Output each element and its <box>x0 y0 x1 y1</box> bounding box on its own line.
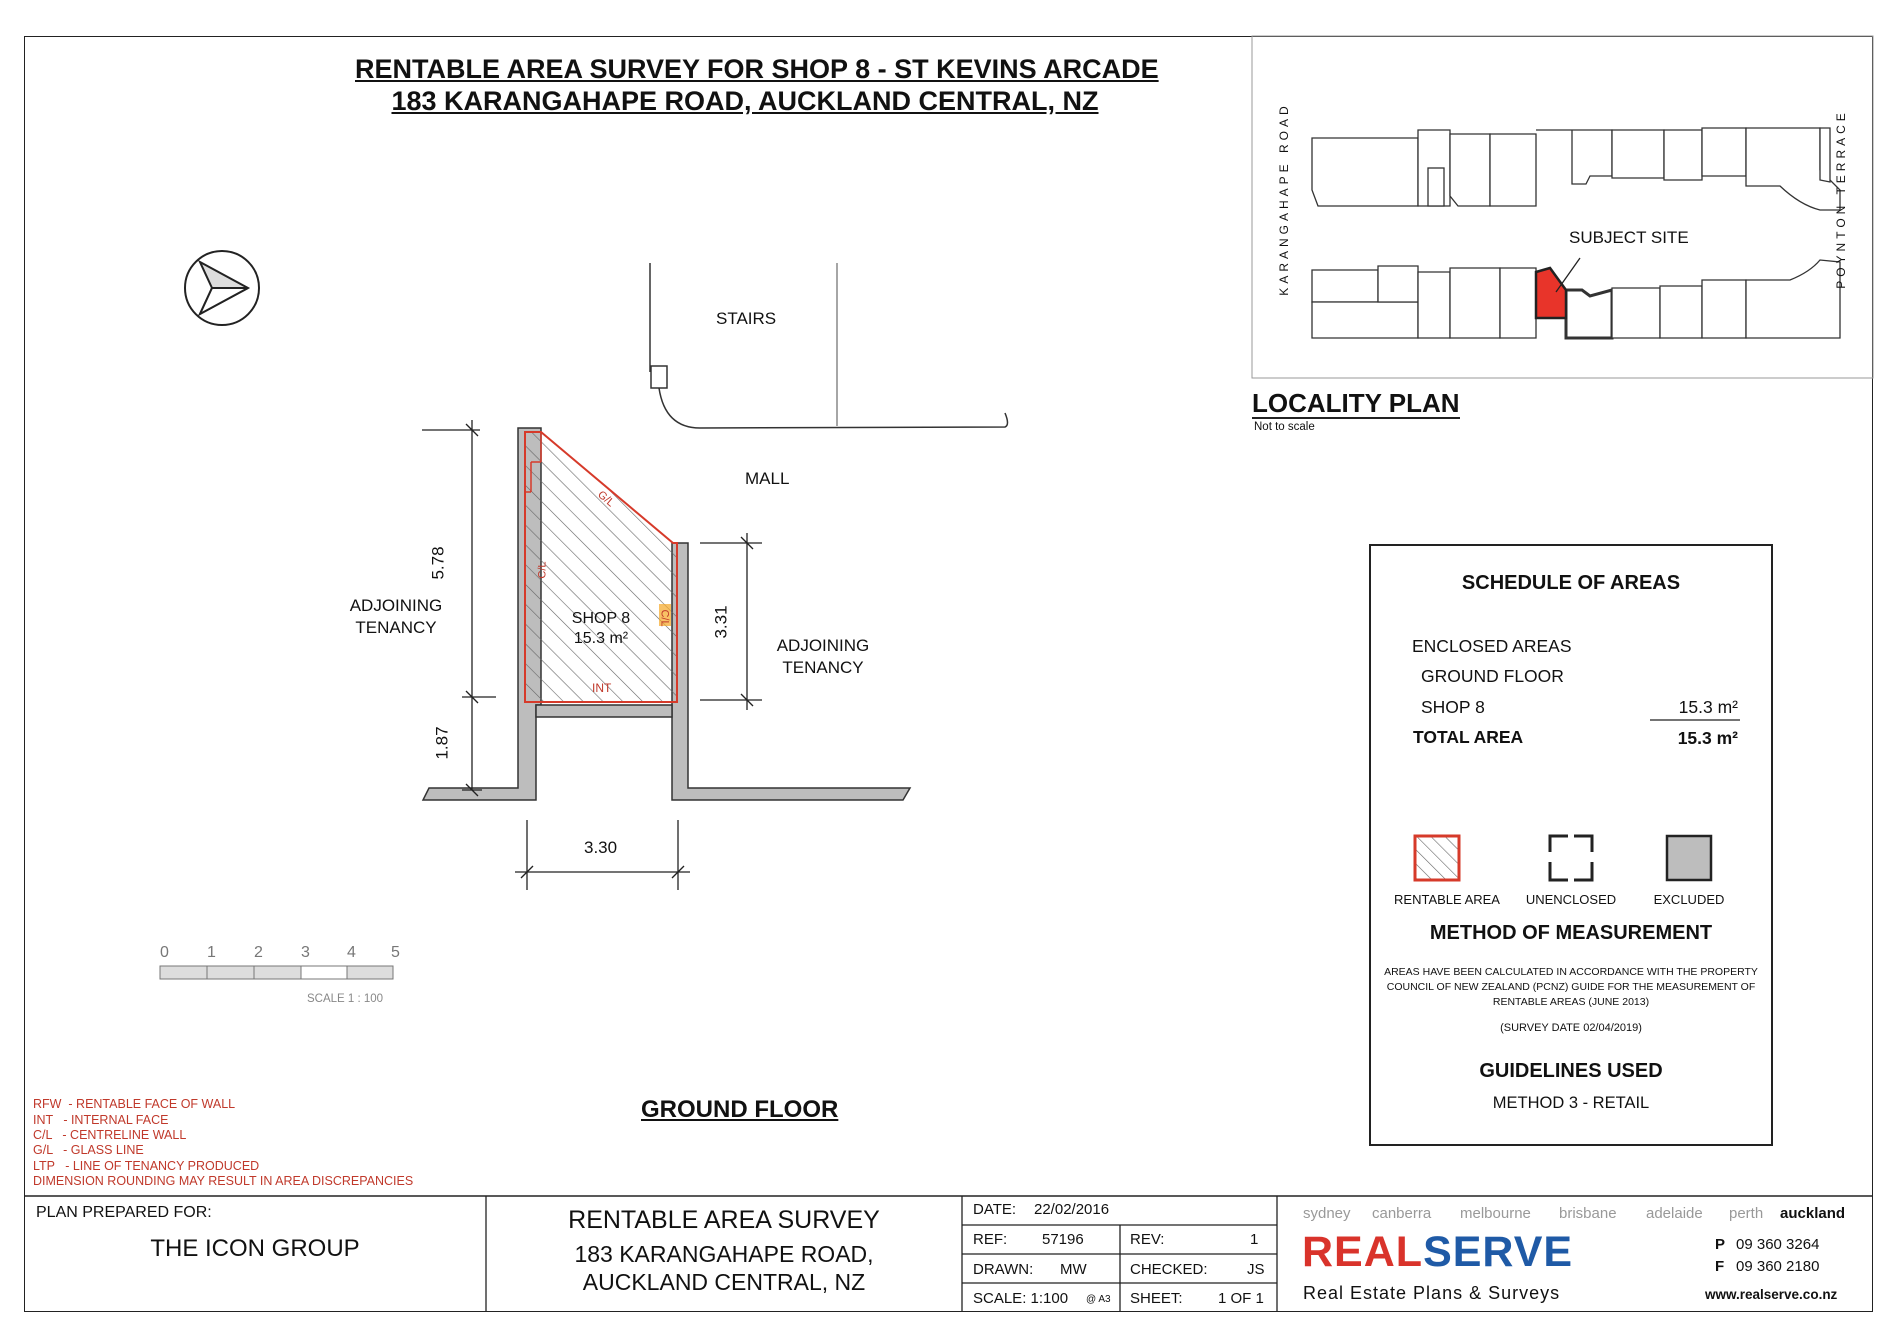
adjoining-right-label-1: ADJOINING <box>776 636 870 655</box>
method-title: METHOD OF MEASUREMENT <box>1429 922 1713 944</box>
scale-number: 4 <box>347 944 356 961</box>
realserve-logo <box>1302 1228 1573 1276</box>
abbrev-rounding-note: DIMENSION ROUNDING MAY RESULT IN AREA DISCREPANCIES <box>33 1174 414 1188</box>
dim-left-upper: 5.78 <box>428 546 448 580</box>
guidelines-value: METHOD 3 - RETAIL <box>1492 1094 1650 1112</box>
schedule-shop-area: 15.3 m² <box>1678 697 1738 717</box>
legend-excluded-label: EXCLUDED <box>1653 892 1725 907</box>
method-line1: AREAS HAVE BEEN CALCULATED IN ACCORDANCE WITH THE PROPERTY <box>1384 966 1758 978</box>
logo-part-real: REAL <box>1302 1228 1424 1276</box>
scale-number: 1 <box>207 944 216 961</box>
shop-area-label: 15.3 m² <box>573 630 629 647</box>
phone-label: P <box>1715 1236 1726 1253</box>
gl-tag: G/L <box>595 488 617 510</box>
website-link[interactable]: www.realserve.co.nz <box>1705 1287 1838 1302</box>
city-brisbane: brisbane <box>1559 1205 1617 1222</box>
legend-rentable-label: RENTABLE AREA <box>1394 892 1500 907</box>
abbrev-gl: G/L - GLASS LINE <box>33 1143 144 1157</box>
adjoining-left-label-1: ADJOINING <box>349 596 443 615</box>
fax-value: 09 360 2180 <box>1736 1258 1820 1275</box>
subject-site-leader <box>1556 258 1580 292</box>
scale-number: 2 <box>254 944 263 961</box>
mall-label: MALL <box>745 469 790 488</box>
guidelines-title: GUIDELINES USED <box>1479 1060 1663 1082</box>
city-canberra: canberra <box>1372 1205 1432 1222</box>
logo-part-serve: SERVE <box>1423 1228 1574 1276</box>
int-tag: INT <box>592 681 612 695</box>
drawing-title-line1: RENTABLE AREA SURVEY FOR SHOP 8 - ST KEVINS ARCADE <box>355 54 1159 84</box>
abbrev-int: INT - INTERNAL FACE <box>33 1113 169 1127</box>
city-auckland: auckland <box>1780 1205 1846 1222</box>
abbrev-ltp: LTP - LINE OF TENANCY PRODUCED <box>33 1159 260 1173</box>
date-label: DATE: <box>973 1201 1017 1218</box>
shop-name-label: SHOP 8 <box>571 610 631 627</box>
sheet-value: 1 OF 1 <box>1218 1290 1264 1307</box>
abbrev-cl: C/L - CENTRELINE WALL <box>33 1128 187 1142</box>
adjoining-right-label-2: TENANCY <box>782 658 864 677</box>
stairs-outline <box>650 263 1008 428</box>
scale-number: 5 <box>391 944 400 961</box>
city-melbourne: melbourne <box>1460 1205 1531 1222</box>
scale-caption: SCALE 1 : 100 <box>307 993 384 1005</box>
method-line2: COUNCIL OF NEW ZEALAND (PCNZ) GUIDE FOR THE MEASUREMENT OF <box>1386 981 1756 993</box>
rev-value: 1 <box>1250 1231 1259 1248</box>
abbrev-rfw: RFW - RENTABLE FACE OF WALL <box>33 1097 236 1111</box>
scale-label: SCALE: 1:100 <box>973 1290 1069 1307</box>
survey-title-line2: 183 KARANGAHAPE ROAD, <box>574 1241 874 1267</box>
city-perth: perth <box>1729 1205 1764 1222</box>
schedule-enclosed: ENCLOSED AREAS <box>1412 636 1572 656</box>
ref-label: REF: <box>973 1231 1008 1248</box>
floor-label: GROUND FLOOR <box>641 1096 839 1123</box>
drawn-value: MW <box>1060 1261 1087 1278</box>
checked-value: JS <box>1247 1261 1265 1278</box>
scale-bar <box>160 966 393 979</box>
dim-bottom: 3.30 <box>584 838 618 857</box>
fax-label: F <box>1715 1258 1725 1275</box>
schedule-total-label: TOTAL AREA <box>1413 727 1524 747</box>
client-name: THE ICON GROUP <box>150 1235 360 1262</box>
rev-label: REV: <box>1130 1231 1165 1248</box>
subject-site-label: SUBJECT SITE <box>1569 228 1689 247</box>
drawn-label: DRAWN: <box>973 1261 1034 1278</box>
checked-label: CHECKED: <box>1130 1261 1208 1278</box>
locality-plan-title: LOCALITY PLAN <box>1252 388 1460 418</box>
drawing-title-line2: 183 KARANGAHAPE ROAD, AUCKLAND CENTRAL, NZ <box>391 86 1099 116</box>
scale-paper-size: @ A3 <box>1086 1294 1111 1305</box>
north-arrow-icon <box>185 251 259 325</box>
sheet-label: SHEET: <box>1130 1290 1183 1307</box>
schedule-total-area: 15.3 m² <box>1677 728 1738 748</box>
locality-not-to-scale: Not to scale <box>1254 421 1315 433</box>
street-karangahape: KARANGAHAPE ROAD <box>1277 102 1291 296</box>
legend-unenclosed-label: UNENCLOSED <box>1525 892 1617 907</box>
ref-value: 57196 <box>1042 1231 1084 1248</box>
dim-right: 3.31 <box>711 605 731 639</box>
dim-left-lower: 1.87 <box>432 726 452 760</box>
method-line3: RENTABLE AREAS (JUNE 2013) <box>1492 996 1650 1008</box>
stairs-label: STAIRS <box>716 309 777 328</box>
scale-number: 0 <box>160 944 169 961</box>
city-adelaide: adelaide <box>1646 1205 1703 1222</box>
cl-right-tag: C/L <box>658 609 671 627</box>
phone-value: 09 360 3264 <box>1736 1236 1820 1253</box>
city-sydney: sydney <box>1303 1205 1351 1222</box>
legend-rentable-swatch <box>1415 836 1459 880</box>
survey-date: (SURVEY DATE 02/04/2019) <box>1500 1022 1642 1034</box>
date-value: 22/02/2016 <box>1034 1201 1110 1218</box>
cl-left-tag: C/L <box>536 561 549 579</box>
brand-tagline: Real Estate Plans & Surveys <box>1303 1283 1561 1303</box>
legend-excluded-swatch <box>1667 836 1711 880</box>
schedule-title: SCHEDULE OF AREAS <box>1461 572 1681 594</box>
street-poynton: POYNTON TERRACE <box>1834 109 1848 289</box>
schedule-shop: SHOP 8 <box>1421 697 1485 717</box>
subject-site-marker <box>1536 268 1566 318</box>
prepared-for-label: PLAN PREPARED FOR: <box>36 1204 212 1221</box>
scale-number: 3 <box>301 944 310 961</box>
survey-title-line1: RENTABLE AREA SURVEY <box>568 1206 880 1234</box>
survey-title-line3: AUCKLAND CENTRAL, NZ <box>582 1269 866 1295</box>
schedule-floor: GROUND FLOOR <box>1421 666 1564 686</box>
adjoining-left-label-2: TENANCY <box>355 618 437 637</box>
